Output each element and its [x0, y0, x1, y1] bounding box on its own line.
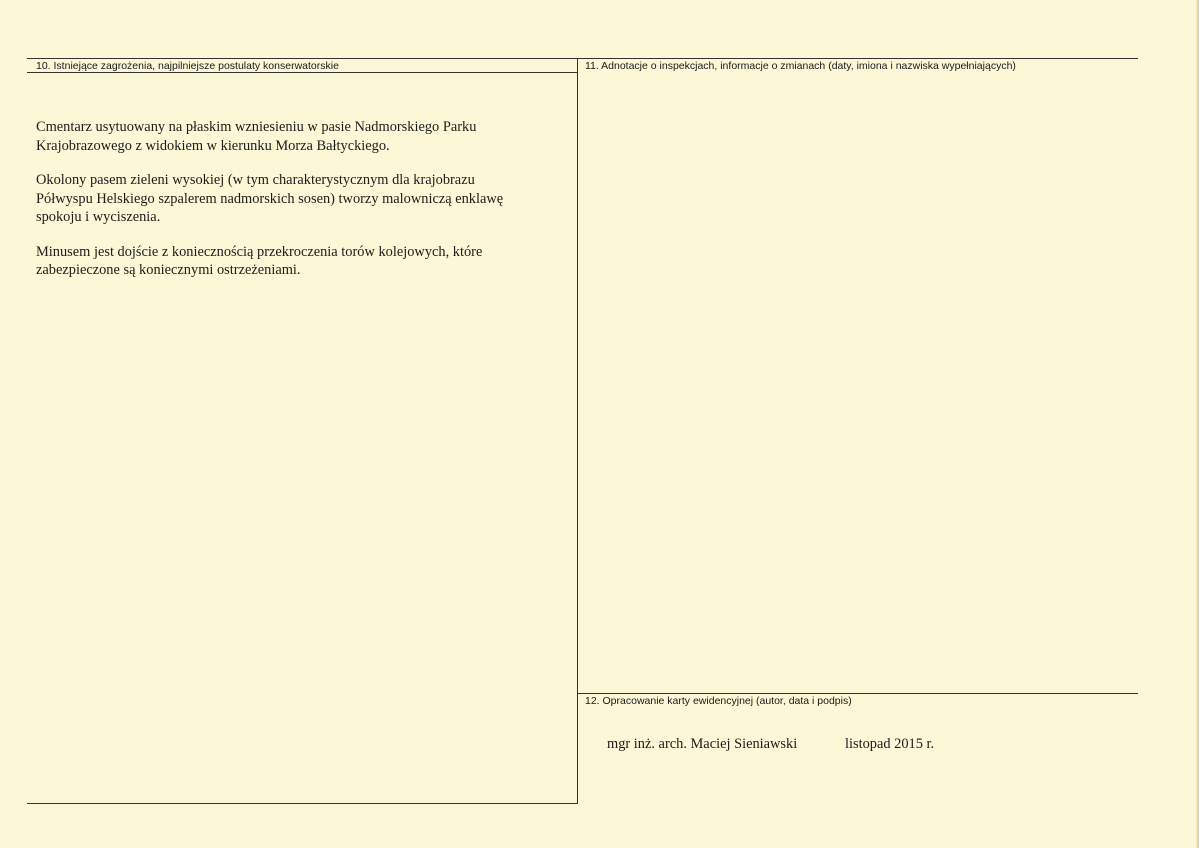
section12-label: 12. Opracowanie karty ewidencyjnej (autor, data i podpis)	[585, 695, 852, 707]
section10-label: 10. Istniejące zagrożenia, najpilniejsze postulaty konserwatorskie	[36, 60, 339, 72]
text-line: Cmentarz usytuowany na płaskim wzniesieniu w pasie Nadmorskiego Parku	[36, 119, 477, 135]
date-text: listopad 2015 r.	[845, 736, 935, 752]
section10-text	[36, 118, 566, 296]
section10-label-underline	[27, 72, 577, 73]
author-name: mgr inż. arch. Maciej Sieniawski	[607, 736, 798, 752]
text-line: Krajobrazowego z widokiem w kierunku Morza Bałtyckiego.	[36, 137, 390, 154]
paragraph	[36, 243, 566, 280]
section11-label: 11. Adnotacje o inspekcjach, informacje o zmianach (daty, imiona i nazwiska wypełniających)	[585, 60, 1016, 72]
text-line: Półwyspu Helskiego szpalerem nadmorskich sosen) tworzy malowniczą enklawę	[36, 190, 504, 207]
text-line: Okolony pasem zieleni wysokiej (w tym charakterystycznym dla krajobrazu	[36, 172, 475, 188]
section12-top-rule	[577, 693, 1138, 694]
paragraph	[36, 171, 566, 227]
text-line: zabezpieczone są koniecznymi ostrzeżeniami.	[36, 262, 301, 278]
text-line: Minusem jest dojście z koniecznością przekroczenia torów kolejowych, które	[36, 243, 483, 260]
top-rule	[27, 58, 1138, 59]
paragraph	[36, 118, 566, 155]
text-line: spokoju i wyciszenia.	[36, 209, 161, 225]
bottom-rule	[27, 803, 578, 804]
